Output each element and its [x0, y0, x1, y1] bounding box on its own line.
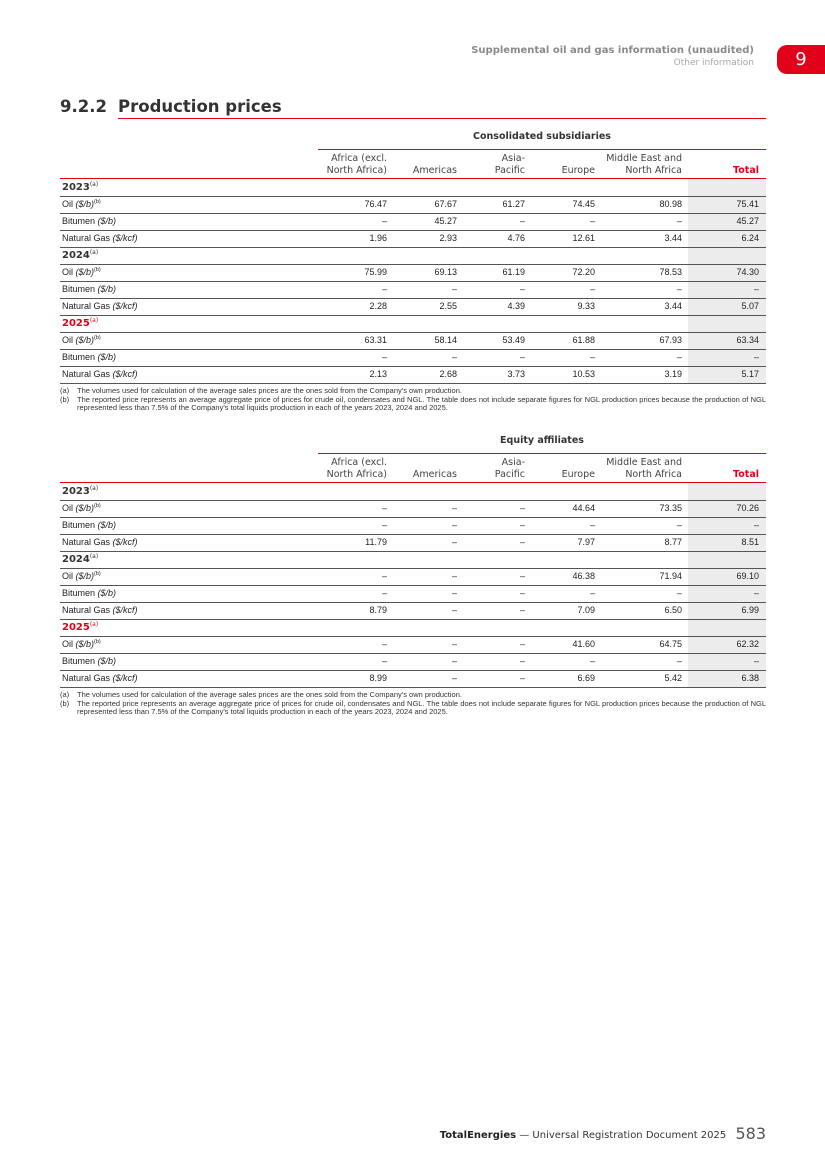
- column-header: [733, 153, 759, 177]
- column-header: [562, 457, 595, 481]
- table-cell: 6.50: [664, 605, 682, 615]
- section-number: 9.2.2: [60, 97, 107, 116]
- row-label: [62, 335, 101, 345]
- chapter-badge: 9: [777, 45, 825, 74]
- row-unit: ($/b): [97, 656, 117, 666]
- year-text: 2023: [62, 486, 90, 497]
- table-cell: –: [451, 503, 457, 513]
- table-cell: 2.68: [439, 369, 457, 379]
- year-label: [62, 317, 98, 329]
- row-label: [62, 605, 138, 615]
- row-unit: ($/b): [97, 284, 117, 294]
- table-cell: 4.39: [507, 301, 525, 311]
- table-cell: 8.51: [741, 537, 759, 547]
- table-cell: 1.96: [369, 233, 387, 243]
- table-cell: 69.13: [434, 267, 457, 277]
- page-footer: [440, 1124, 766, 1143]
- row-unit: ($/kcf): [112, 605, 138, 615]
- row-label: [62, 301, 138, 311]
- table-cell: –: [519, 537, 525, 547]
- table-cell: 3.44: [664, 301, 682, 311]
- table-cell: 7.09: [577, 605, 595, 615]
- year-row: [60, 315, 766, 333]
- row-unit: ($/b): [75, 199, 95, 209]
- row-label: [62, 199, 101, 209]
- table-cell: –: [676, 520, 682, 530]
- row-label: [62, 673, 138, 683]
- year-label: [62, 621, 98, 633]
- table-cell: –: [381, 571, 387, 581]
- table-cell: 74.45: [572, 199, 595, 209]
- column-header-line2: Total: [733, 469, 759, 480]
- table-cell: 53.49: [502, 335, 525, 345]
- row-label-text: Oil: [62, 199, 73, 209]
- table-cell: 74.30: [736, 267, 759, 277]
- table-row: [60, 366, 766, 384]
- column-header: [495, 153, 525, 177]
- column-header-line2: North Africa: [625, 165, 682, 176]
- section-rule: [118, 118, 766, 119]
- footnote-marker: (b): [60, 394, 70, 404]
- row-label: [62, 588, 116, 598]
- column-header-line1: [562, 153, 595, 165]
- row-label-text: Natural Gas: [62, 605, 111, 615]
- table-cell: 75.99: [364, 267, 387, 277]
- table-row: [60, 585, 766, 603]
- year-footnote-marker: (a): [89, 621, 99, 628]
- footnote-marker: (a): [60, 386, 70, 395]
- column-header: [327, 457, 387, 481]
- row-label: [62, 537, 138, 547]
- row-unit: ($/kcf): [112, 301, 138, 311]
- table-row: [60, 230, 766, 248]
- row-label: [62, 639, 101, 649]
- table-cell: –: [519, 588, 525, 598]
- table-cell: –: [589, 588, 595, 598]
- year-footnote-marker: (a): [89, 485, 99, 492]
- table-cell: 8.79: [369, 605, 387, 615]
- table-cell: –: [589, 216, 595, 226]
- table-cell: 75.41: [736, 199, 759, 209]
- table-cell: 69.10: [736, 571, 759, 581]
- row-label-text: Oil: [62, 503, 73, 513]
- table-cell: –: [381, 520, 387, 530]
- footnote-text: The reported price represents an average aggregate price of prices for crude oil, condensates and NGL. The table does not include separate figures for NGL production prices because the production of NGL represented less than 7.5% of the Company's total liquids production in each of the years 2023, 2024 and 2025.: [77, 698, 766, 716]
- table-cell: –: [381, 216, 387, 226]
- table-cell: 5.07: [741, 301, 759, 311]
- table-cell: 63.34: [736, 335, 759, 345]
- table-row: [60, 568, 766, 586]
- table-cell: –: [676, 352, 682, 362]
- row-label-text: Oil: [62, 639, 73, 649]
- column-header-line1: [562, 457, 595, 469]
- row-footnote-marker: (b): [94, 267, 101, 273]
- table-cell: –: [451, 537, 457, 547]
- row-label: [62, 520, 116, 530]
- table-cell: 9.33: [577, 301, 595, 311]
- year-row: [60, 483, 766, 501]
- table-cell: –: [451, 656, 457, 666]
- row-unit: ($/kcf): [112, 369, 138, 379]
- row-footnote-marker: (b): [94, 335, 101, 341]
- table-cell: 44.64: [572, 503, 595, 513]
- row-label-text: Bitumen: [62, 352, 96, 362]
- table-cell: –: [381, 284, 387, 294]
- table-row: [60, 534, 766, 552]
- footnote-marker: (a): [60, 690, 70, 699]
- footer-brand: TotalEnergies: [439, 1130, 517, 1141]
- table-cell: –: [676, 656, 682, 666]
- table-cell: –: [381, 352, 387, 362]
- table-cell: 80.98: [659, 199, 682, 209]
- row-label-text: Natural Gas: [62, 301, 111, 311]
- column-header-line1: [733, 457, 759, 469]
- production-price-table: [60, 131, 766, 421]
- row-footnote-marker: (b): [94, 503, 101, 509]
- table-cell: 7.97: [577, 537, 595, 547]
- table-cell: 73.35: [659, 503, 682, 513]
- table-cell: –: [519, 673, 525, 683]
- table-cell: –: [519, 571, 525, 581]
- column-header-line1: Africa (excl.: [331, 457, 387, 468]
- column-header-line2: Europe: [561, 165, 595, 176]
- column-header: [413, 153, 457, 177]
- table-cell: 2.13: [369, 369, 387, 379]
- column-header-line2: Pacific: [494, 165, 525, 176]
- group-rule: [318, 453, 766, 454]
- column-header-line1: Africa (excl.: [331, 153, 387, 164]
- table-row: [60, 213, 766, 231]
- table-cell: –: [753, 352, 759, 362]
- table-cell: 6.24: [741, 233, 759, 243]
- table-row: [60, 281, 766, 299]
- column-header: [495, 457, 525, 481]
- table-cell: –: [381, 656, 387, 666]
- table-row: [60, 349, 766, 367]
- table-cell: 45.27: [736, 216, 759, 226]
- column-header: [606, 457, 682, 481]
- row-label-text: Oil: [62, 267, 73, 277]
- table-cell: 2.93: [439, 233, 457, 243]
- row-footnote-marker: (b): [94, 571, 101, 577]
- table-cell: 46.38: [572, 571, 595, 581]
- table-row: [60, 332, 766, 350]
- table-row: [60, 602, 766, 620]
- table-cell: –: [589, 656, 595, 666]
- table-cell: 67.67: [434, 199, 457, 209]
- running-header-subtitle: Other information: [673, 58, 754, 68]
- table-row: [60, 636, 766, 654]
- column-header-line2: Pacific: [494, 469, 525, 480]
- table-cell: 70.26: [736, 503, 759, 513]
- year-text: 2024: [62, 250, 90, 261]
- table-group-title: Consolidated subsidiaries: [473, 131, 611, 142]
- table-cell: –: [753, 284, 759, 294]
- row-label-text: Bitumen: [62, 588, 96, 598]
- table-cell: –: [676, 216, 682, 226]
- table-cell: 8.77: [664, 537, 682, 547]
- row-label: [62, 216, 116, 226]
- table-cell: –: [753, 520, 759, 530]
- table-cell: –: [589, 352, 595, 362]
- table-cell: –: [519, 352, 525, 362]
- table-cell: 61.19: [502, 267, 525, 277]
- row-unit: ($/b): [97, 588, 117, 598]
- table-cell: –: [451, 571, 457, 581]
- table-cell: –: [519, 520, 525, 530]
- column-header-line2: North Africa): [326, 165, 387, 176]
- table-cell: –: [451, 639, 457, 649]
- row-unit: ($/b): [75, 267, 95, 277]
- row-label: [62, 369, 138, 379]
- table-cell: 45.27: [434, 216, 457, 226]
- table-cell: 78.53: [659, 267, 682, 277]
- table-cell: 6.69: [577, 673, 595, 683]
- table-cell: 11.79: [365, 537, 387, 547]
- row-label-text: Natural Gas: [62, 673, 111, 683]
- column-header-line1: [413, 457, 457, 469]
- row-label-text: Bitumen: [62, 216, 96, 226]
- table-cell: 61.88: [572, 335, 595, 345]
- column-header-line2: Americas: [412, 165, 457, 176]
- row-label: [62, 267, 101, 277]
- column-header-line1: Middle East and: [606, 457, 682, 468]
- table-cell: 2.28: [369, 301, 387, 311]
- column-header-line2: Americas: [412, 469, 457, 480]
- row-label: [62, 503, 101, 513]
- column-header-line2: Total: [733, 165, 759, 176]
- page-number: 583: [735, 1124, 766, 1143]
- table-cell: –: [519, 656, 525, 666]
- row-label: [62, 233, 138, 243]
- row-label-text: Bitumen: [62, 284, 96, 294]
- row-label-text: Bitumen: [62, 656, 96, 666]
- row-unit: ($/b): [75, 335, 95, 345]
- table-cell: 76.47: [364, 199, 387, 209]
- table-cell: 67.93: [659, 335, 682, 345]
- table-cell: 3.44: [664, 233, 682, 243]
- table-cell: –: [451, 588, 457, 598]
- table-row: [60, 670, 766, 688]
- year-row: [60, 619, 766, 637]
- row-label: [62, 656, 116, 666]
- table-cell: 63.31: [364, 335, 387, 345]
- production-price-table: [60, 435, 766, 725]
- table-cell: 5.42: [664, 673, 682, 683]
- year-text: 2025: [62, 318, 90, 329]
- row-unit: ($/b): [75, 571, 95, 581]
- table-row: [60, 517, 766, 535]
- table-cell: 72.20: [572, 267, 595, 277]
- group-rule: [318, 149, 766, 150]
- table-cell: –: [451, 284, 457, 294]
- table-cell: –: [676, 588, 682, 598]
- year-label: [62, 553, 98, 565]
- row-label-text: Natural Gas: [62, 233, 111, 243]
- table-cell: 64.75: [659, 639, 682, 649]
- column-header: [413, 457, 457, 481]
- column-header: [327, 153, 387, 177]
- column-header-line1: Middle East and: [606, 153, 682, 164]
- table-cell: –: [753, 588, 759, 598]
- table-cell: –: [519, 503, 525, 513]
- year-footnote-marker: (a): [89, 249, 99, 256]
- table-cell: –: [519, 284, 525, 294]
- row-unit: ($/kcf): [112, 673, 138, 683]
- row-label-text: Oil: [62, 335, 73, 345]
- year-row: [60, 179, 766, 197]
- footnote-text: The reported price represents an average aggregate price of prices for crude oil, condensates and NGL. The table does not include separate figures for NGL production prices because the production of NGL represented less than 7.5% of the Company's total liquids production in each of the years 2023, 2024 and 2025.: [77, 394, 766, 412]
- column-header: [733, 457, 759, 481]
- table-row: [60, 196, 766, 214]
- footnote-marker: (b): [60, 698, 70, 708]
- row-footnote-marker: (b): [94, 639, 101, 645]
- column-header-line2: North Africa: [625, 469, 682, 480]
- row-label: [62, 352, 116, 362]
- table-cell: 3.19: [664, 369, 682, 379]
- year-label: [62, 181, 98, 193]
- year-text: 2023: [62, 182, 90, 193]
- table-cell: –: [589, 520, 595, 530]
- year-label: [62, 485, 98, 497]
- row-footnote-marker: (b): [94, 199, 101, 205]
- year-footnote-marker: (a): [89, 317, 99, 324]
- row-unit: ($/b): [75, 639, 95, 649]
- table-cell: 5.17: [741, 369, 759, 379]
- table-row: [60, 298, 766, 316]
- table-cell: 3.73: [507, 369, 525, 379]
- table-cell: 61.27: [502, 199, 525, 209]
- row-unit: ($/kcf): [112, 233, 138, 243]
- table-cell: 71.94: [659, 571, 682, 581]
- row-label: [62, 284, 116, 294]
- column-header-line2: Europe: [561, 469, 595, 480]
- table-cell: –: [451, 520, 457, 530]
- column-header-line2: North Africa): [326, 469, 387, 480]
- table-cell: –: [519, 639, 525, 649]
- table-cell: 4.76: [507, 233, 525, 243]
- table-cell: 6.99: [741, 605, 759, 615]
- footnote-text: The volumes used for calculation of the average sales prices are the ones sold from the Company's own production.: [77, 386, 462, 395]
- table-cell: –: [676, 284, 682, 294]
- table-cell: –: [589, 284, 595, 294]
- row-unit: ($/b): [75, 503, 95, 513]
- row-unit: ($/b): [97, 216, 117, 226]
- table-cell: –: [519, 216, 525, 226]
- column-header-line1: Asia-: [501, 457, 525, 468]
- row-label-text: Oil: [62, 571, 73, 581]
- year-text: 2025: [62, 622, 90, 633]
- year-footnote-marker: (a): [89, 181, 99, 188]
- table-cell: –: [381, 639, 387, 649]
- year-row: [60, 247, 766, 265]
- footer-document-title: — Universal Registration Document 2025: [519, 1130, 727, 1141]
- row-label-text: Bitumen: [62, 520, 96, 530]
- running-header-title: Supplemental oil and gas information (unaudited): [471, 45, 754, 56]
- column-header-line1: Asia-: [501, 153, 525, 164]
- row-label: [62, 571, 101, 581]
- row-unit: ($/b): [97, 352, 117, 362]
- table-cell: –: [451, 605, 457, 615]
- table-group-title: Equity affiliates: [500, 435, 584, 446]
- table-cell: –: [451, 673, 457, 683]
- row-unit: ($/b): [97, 520, 117, 530]
- table-cell: 8.99: [369, 673, 387, 683]
- column-header-line1: [733, 153, 759, 165]
- year-label: [62, 249, 98, 261]
- table-cell: 12.61: [572, 233, 595, 243]
- year-text: 2024: [62, 554, 90, 565]
- table-cell: –: [753, 656, 759, 666]
- section-title: Production prices: [118, 97, 282, 116]
- table-cell: –: [381, 503, 387, 513]
- table-row: [60, 653, 766, 671]
- table-row: [60, 500, 766, 518]
- table-cell: 41.60: [572, 639, 595, 649]
- table-cell: 2.55: [439, 301, 457, 311]
- footnote: [60, 700, 766, 717]
- table-cell: 10.53: [572, 369, 595, 379]
- column-header: [562, 153, 595, 177]
- table-cell: –: [451, 352, 457, 362]
- year-footnote-marker: (a): [89, 553, 99, 560]
- footnote: [60, 396, 766, 413]
- table-row: [60, 264, 766, 282]
- table-cell: 62.32: [736, 639, 759, 649]
- table-cell: 58.14: [434, 335, 457, 345]
- year-row: [60, 551, 766, 569]
- row-unit: ($/kcf): [112, 537, 138, 547]
- table-cell: 6.38: [741, 673, 759, 683]
- column-header: [606, 153, 682, 177]
- column-header-line1: [413, 153, 457, 165]
- footnote-text: The volumes used for calculation of the average sales prices are the ones sold from the Company's own production.: [77, 690, 462, 699]
- row-label-text: Natural Gas: [62, 369, 111, 379]
- table-cell: –: [381, 588, 387, 598]
- row-label-text: Natural Gas: [62, 537, 111, 547]
- table-cell: –: [519, 605, 525, 615]
